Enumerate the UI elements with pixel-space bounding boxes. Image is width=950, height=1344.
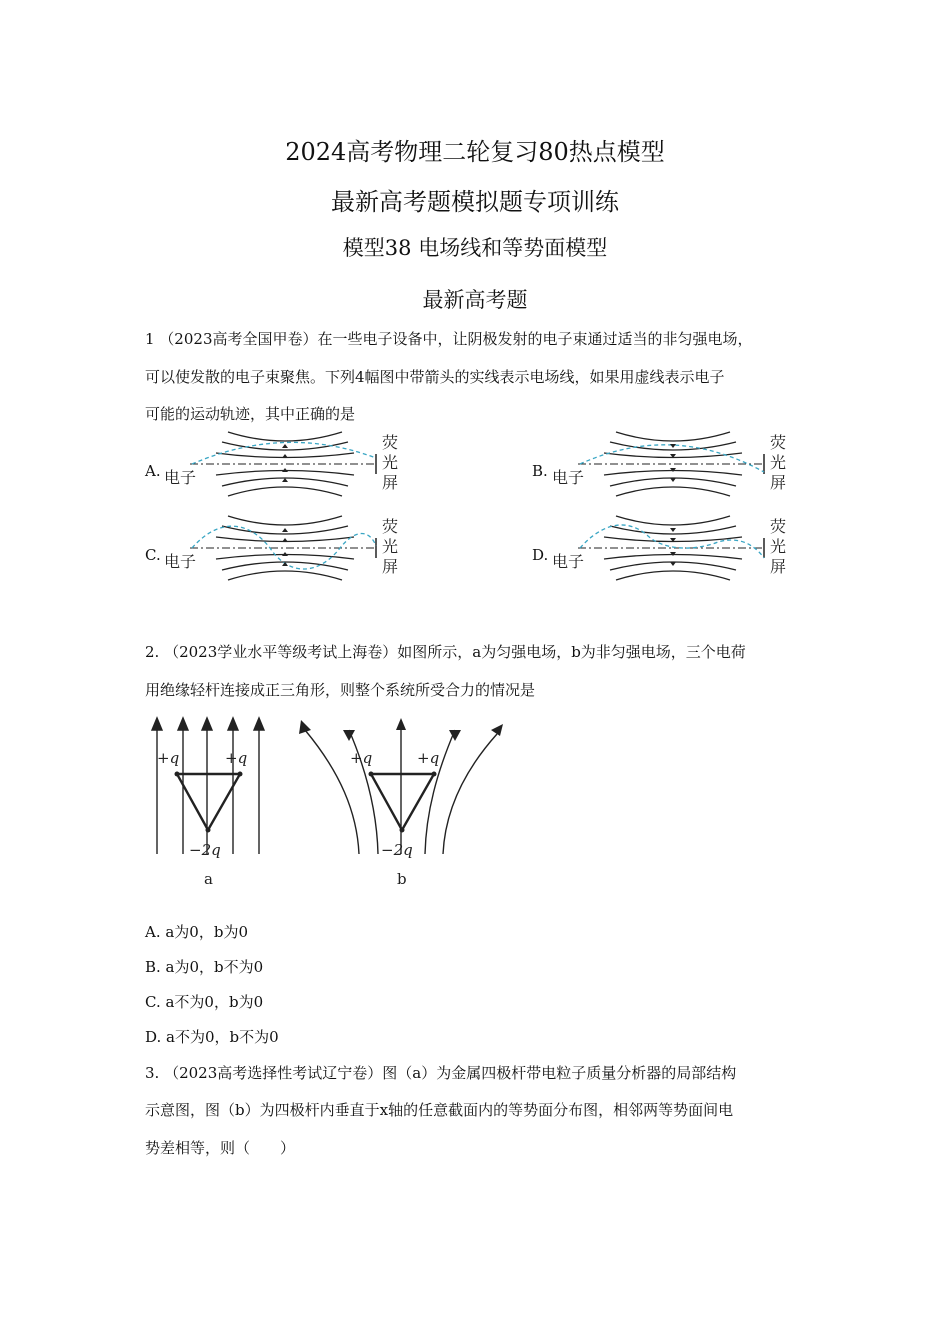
svg-text:荧: 荧 — [382, 517, 399, 536]
section-title: 最新高考题 — [422, 288, 528, 312]
svg-text:屏: 屏 — [770, 473, 787, 492]
svg-text:电子: 电子 — [552, 468, 585, 487]
svg-text:+q: +q — [225, 749, 248, 767]
svg-text:电子: 电子 — [164, 552, 197, 571]
main-title: 2024高考物理二轮复习80热点模型 — [285, 138, 665, 166]
q1-diagram-c — [160, 512, 410, 584]
q1-diagram-a — [160, 428, 410, 500]
svg-text:屏: 屏 — [770, 557, 787, 576]
q2-option-c: C. a不为0，b为0 — [145, 993, 264, 1011]
svg-text:荧: 荧 — [770, 433, 787, 452]
q2-option-d: D. a不为0，b不为0 — [145, 1028, 279, 1046]
svg-text:荧: 荧 — [770, 517, 787, 536]
svg-text:光: 光 — [382, 537, 399, 556]
svg-text:荧: 荧 — [382, 433, 399, 452]
q2-option-a: A. a为0，b为0 — [145, 923, 249, 941]
q1-option-d-label: D. — [532, 546, 549, 564]
svg-text:光: 光 — [382, 453, 399, 472]
q1-line-2: 可以使发散的电子束聚焦。下列4幅图中带箭头的实线表示电场线，如果用虚线表示电子 — [145, 368, 725, 386]
svg-text:屏: 屏 — [382, 557, 399, 576]
svg-text:−2q: −2q — [381, 841, 413, 859]
svg-text:+q: +q — [350, 749, 373, 767]
electron-label: 电子 — [164, 468, 197, 487]
svg-text:屏: 屏 — [382, 473, 399, 492]
plus-q-label: +q — [157, 749, 180, 767]
q1-option-b-label: B. — [532, 462, 548, 480]
q1-line-3: 可能的运动轨迹，其中正确的是 — [145, 405, 356, 423]
q2-line-1: 2. （2023学业水平等级考试上海卷）如图所示，a为匀强电场，b为非匀强电场，三个电荷 — [145, 643, 746, 661]
q2-option-b: B. a为0，b不为0 — [145, 958, 264, 976]
minus-2q-label: −2q — [189, 841, 221, 859]
q2-figure — [145, 712, 515, 892]
q3-line-1: 3. （2023高考选择性考试辽宁卷）图（a）为金属四极杆带电粒子质量分析器的局部结构 — [145, 1064, 737, 1082]
q3-line-3: 势差相等，则（ ） — [145, 1139, 296, 1157]
q3-line-2: 示意图，图（b）为四极杆内垂直于x轴的任意截面内的等势面分布图，相邻两等势面间电 — [145, 1101, 734, 1119]
svg-text:光: 光 — [770, 453, 787, 472]
svg-text:光: 光 — [770, 537, 787, 556]
figure-a-label: a — [204, 870, 213, 888]
model-title: 模型38 电场线和等势面模型 — [342, 236, 608, 260]
q1-diagram-d — [548, 512, 798, 584]
q1-option-c-label: C. — [145, 546, 161, 564]
sub-title: 最新高考题模拟题专项训练 — [331, 188, 619, 216]
q1-option-a-label: A. — [145, 462, 161, 480]
q1-diagram-b — [548, 428, 798, 500]
q1-line-1: 1 （2023高考全国甲卷）在一些电子设备中，让阴极发射的电子束通过适当的非匀强电场， — [145, 330, 753, 348]
q2-line-2: 用绝缘轻杆连接成正三角形，则整个系统所受合力的情况是 — [145, 681, 536, 699]
svg-text:电子: 电子 — [552, 552, 585, 571]
figure-b-label: b — [397, 870, 407, 888]
svg-text:+q: +q — [417, 749, 440, 767]
